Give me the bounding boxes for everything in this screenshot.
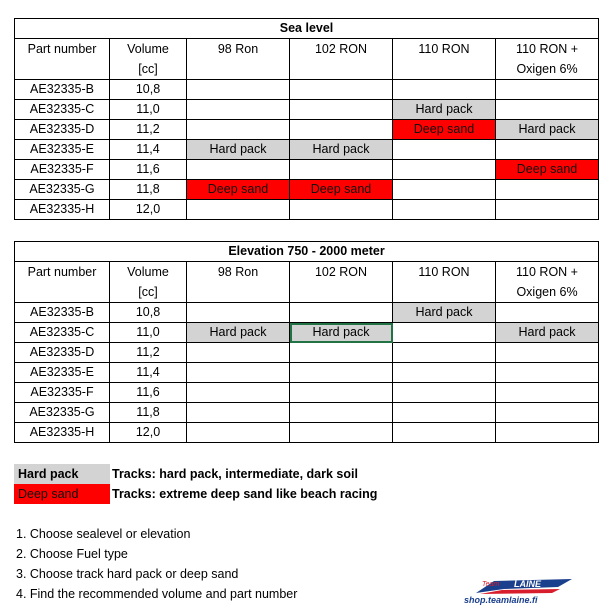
- volume-cell[interactable]: 12,0: [110, 423, 187, 443]
- table-row: [15, 100, 599, 120]
- fuel-110-oxigen-cell[interactable]: [496, 403, 599, 423]
- volume-cell[interactable]: 11,6: [110, 160, 187, 180]
- fuel-110-cell[interactable]: [393, 140, 496, 160]
- header-part-number: Part number: [15, 39, 110, 80]
- fuel-110-oxigen-cell[interactable]: [496, 303, 599, 323]
- table-row: [15, 200, 599, 220]
- fuel-110-oxigen-cell[interactable]: [496, 343, 599, 363]
- volume-cell[interactable]: 12,0: [110, 200, 187, 220]
- step-1: 1. Choose sealevel or elevation: [16, 527, 191, 541]
- fuel-110-oxigen-cell[interactable]: [496, 200, 599, 220]
- fuel-98-cell[interactable]: [187, 160, 290, 180]
- table-row: [15, 140, 599, 160]
- fuel-110-cell[interactable]: [393, 180, 496, 200]
- fuel-110-oxigen-cell[interactable]: [496, 100, 599, 120]
- fuel-102-cell[interactable]: Deep sand: [290, 180, 393, 200]
- table-row: [15, 120, 599, 140]
- part-number-cell[interactable]: AE32335-F: [15, 160, 110, 180]
- legend-deep-sand: [14, 484, 414, 504]
- team-laine-logo: [462, 577, 592, 607]
- sea-level-rows: [15, 80, 599, 220]
- header-fuel-110-oxigen-line2: Oxigen 6%: [516, 62, 578, 76]
- elevation-table: [14, 241, 599, 443]
- header-fuel-110-oxigen-line2: Oxigen 6%: [516, 285, 578, 299]
- header-fuel-110-oxigen-line1: 110 RON +: [516, 265, 578, 279]
- volume-cell[interactable]: 11,8: [110, 180, 187, 200]
- header-fuel-102: 102 RON: [290, 39, 393, 80]
- fuel-110-cell[interactable]: Hard pack: [393, 100, 496, 120]
- part-number-cell[interactable]: AE32335-G: [15, 403, 110, 423]
- header-fuel-98: 98 Ron: [187, 39, 290, 80]
- sea-level-title: Sea level: [15, 19, 599, 39]
- fuel-110-cell[interactable]: [393, 343, 496, 363]
- part-number-cell[interactable]: AE32335-D: [15, 343, 110, 363]
- elevation-rows: [15, 303, 599, 443]
- fuel-110-cell[interactable]: [393, 363, 496, 383]
- fuel-98-cell[interactable]: [187, 403, 290, 423]
- header-fuel-110-oxigen-line1: 110 RON +: [516, 42, 578, 56]
- part-number-cell[interactable]: AE32335-E: [15, 140, 110, 160]
- fuel-110-oxigen-cell[interactable]: Hard pack: [496, 323, 599, 343]
- step-3: 3. Choose track hard pack or deep sand: [16, 567, 239, 581]
- part-number-cell[interactable]: AE32335-H: [15, 423, 110, 443]
- fuel-102-cell[interactable]: Hard pack: [290, 323, 393, 343]
- fuel-98-cell[interactable]: [187, 383, 290, 403]
- fuel-98-cell[interactable]: Hard pack: [187, 323, 290, 343]
- fuel-102-cell[interactable]: [290, 383, 393, 403]
- header-volume: [110, 262, 187, 303]
- volume-cell[interactable]: 11,0: [110, 323, 187, 343]
- part-number-cell[interactable]: AE32335-H: [15, 200, 110, 220]
- fuel-110-oxigen-cell[interactable]: [496, 80, 599, 100]
- fuel-102-cell[interactable]: [290, 200, 393, 220]
- legend-hard-pack-swatch: Hard pack: [14, 464, 110, 484]
- volume-cell[interactable]: 11,4: [110, 363, 187, 383]
- table-row: [15, 343, 599, 363]
- svg-text:LAINE: LAINE: [514, 579, 541, 589]
- header-volume-label: Volume: [127, 265, 169, 279]
- part-number-cell[interactable]: AE32335-B: [15, 303, 110, 323]
- header-fuel-110: 110 RON: [393, 262, 496, 303]
- instruction-steps: [16, 524, 297, 604]
- volume-cell[interactable]: 11,6: [110, 383, 187, 403]
- fuel-110-oxigen-cell[interactable]: Hard pack: [496, 120, 599, 140]
- table-row: [15, 180, 599, 200]
- part-number-cell[interactable]: AE32335-F: [15, 383, 110, 403]
- volume-cell[interactable]: 10,8: [110, 80, 187, 100]
- svg-text:Team: Team: [482, 581, 500, 588]
- fuel-102-cell[interactable]: [290, 160, 393, 180]
- step-4: 4. Find the recommended volume and part number: [16, 587, 298, 601]
- team-laine-logo-mark: [474, 577, 574, 595]
- fuel-102-cell[interactable]: [290, 343, 393, 363]
- fuel-110-cell[interactable]: [393, 423, 496, 443]
- volume-cell[interactable]: 11,2: [110, 120, 187, 140]
- fuel-102-cell[interactable]: [290, 303, 393, 323]
- header-volume-label: Volume: [127, 42, 169, 56]
- fuel-102-cell[interactable]: [290, 100, 393, 120]
- fuel-102-cell[interactable]: [290, 403, 393, 423]
- volume-cell[interactable]: 10,8: [110, 303, 187, 323]
- table-row: [15, 303, 599, 323]
- fuel-98-cell[interactable]: [187, 343, 290, 363]
- fuel-110-cell[interactable]: [393, 80, 496, 100]
- fuel-110-oxigen-cell[interactable]: [496, 363, 599, 383]
- legend-deep-sand-description: Tracks: extreme deep sand like beach racing: [112, 487, 378, 501]
- fuel-110-cell[interactable]: Hard pack: [393, 303, 496, 323]
- legend-hard-pack: [14, 464, 414, 484]
- fuel-102-cell[interactable]: [290, 363, 393, 383]
- fuel-98-cell[interactable]: [187, 80, 290, 100]
- fuel-110-oxigen-cell[interactable]: [496, 140, 599, 160]
- fuel-110-cell[interactable]: [393, 323, 496, 343]
- header-part-number: Part number: [15, 262, 110, 303]
- fuel-110-cell[interactable]: Deep sand: [393, 120, 496, 140]
- fuel-110-oxigen-cell[interactable]: [496, 180, 599, 200]
- fuel-110-cell[interactable]: [393, 160, 496, 180]
- header-fuel-110-oxigen: [496, 262, 599, 303]
- table-row: [15, 80, 599, 100]
- header-fuel-110: 110 RON: [393, 39, 496, 80]
- fuel-98-cell[interactable]: [187, 303, 290, 323]
- volume-cell[interactable]: 11,2: [110, 343, 187, 363]
- fuel-98-cell[interactable]: [187, 423, 290, 443]
- fuel-98-cell[interactable]: [187, 200, 290, 220]
- table-row: [15, 323, 599, 343]
- fuel-98-cell[interactable]: Deep sand: [187, 180, 290, 200]
- fuel-102-cell[interactable]: [290, 80, 393, 100]
- table-row: [15, 160, 599, 180]
- header-fuel-102: 102 RON: [290, 262, 393, 303]
- part-number-cell[interactable]: AE32335-C: [15, 100, 110, 120]
- fuel-98-cell[interactable]: [187, 100, 290, 120]
- fuel-102-cell[interactable]: [290, 120, 393, 140]
- fuel-110-cell[interactable]: [393, 403, 496, 423]
- part-number-cell[interactable]: AE32335-G: [15, 180, 110, 200]
- part-number-cell[interactable]: AE32335-D: [15, 120, 110, 140]
- header-volume-unit: [cc]: [138, 285, 158, 299]
- fuel-110-oxigen-cell[interactable]: [496, 383, 599, 403]
- sea-level-table: [14, 18, 599, 220]
- table-row: [15, 363, 599, 383]
- fuel-98-cell[interactable]: Hard pack: [187, 140, 290, 160]
- fuel-110-oxigen-cell[interactable]: [496, 423, 599, 443]
- table-row: [15, 403, 599, 423]
- legend-hard-pack-description: Tracks: hard pack, intermediate, dark soil: [112, 467, 358, 481]
- header-volume: [110, 39, 187, 80]
- part-number-cell[interactable]: AE32335-B: [15, 80, 110, 100]
- elevation-title: Elevation 750 - 2000 meter: [15, 242, 599, 262]
- header-volume-unit: [cc]: [138, 62, 158, 76]
- fuel-110-oxigen-cell[interactable]: Deep sand: [496, 160, 599, 180]
- step-2: 2. Choose Fuel type: [16, 547, 128, 561]
- header-fuel-98: 98 Ron: [187, 262, 290, 303]
- part-number-cell[interactable]: AE32335-E: [15, 363, 110, 383]
- fuel-102-cell[interactable]: Hard pack: [290, 140, 393, 160]
- volume-cell[interactable]: 11,0: [110, 100, 187, 120]
- fuel-110-cell[interactable]: [393, 200, 496, 220]
- part-number-cell[interactable]: AE32335-C: [15, 323, 110, 343]
- logo-site-text: shop.teamlaine.fi: [464, 595, 538, 605]
- table-row: [15, 423, 599, 443]
- table-row: [15, 383, 599, 403]
- volume-cell[interactable]: 11,8: [110, 403, 187, 423]
- fuel-98-cell[interactable]: [187, 363, 290, 383]
- fuel-98-cell[interactable]: [187, 120, 290, 140]
- fuel-110-cell[interactable]: [393, 383, 496, 403]
- fuel-102-cell[interactable]: [290, 423, 393, 443]
- header-fuel-110-oxigen: [496, 39, 599, 80]
- legend-deep-sand-swatch: Deep sand: [14, 484, 110, 504]
- volume-cell[interactable]: 11,4: [110, 140, 187, 160]
